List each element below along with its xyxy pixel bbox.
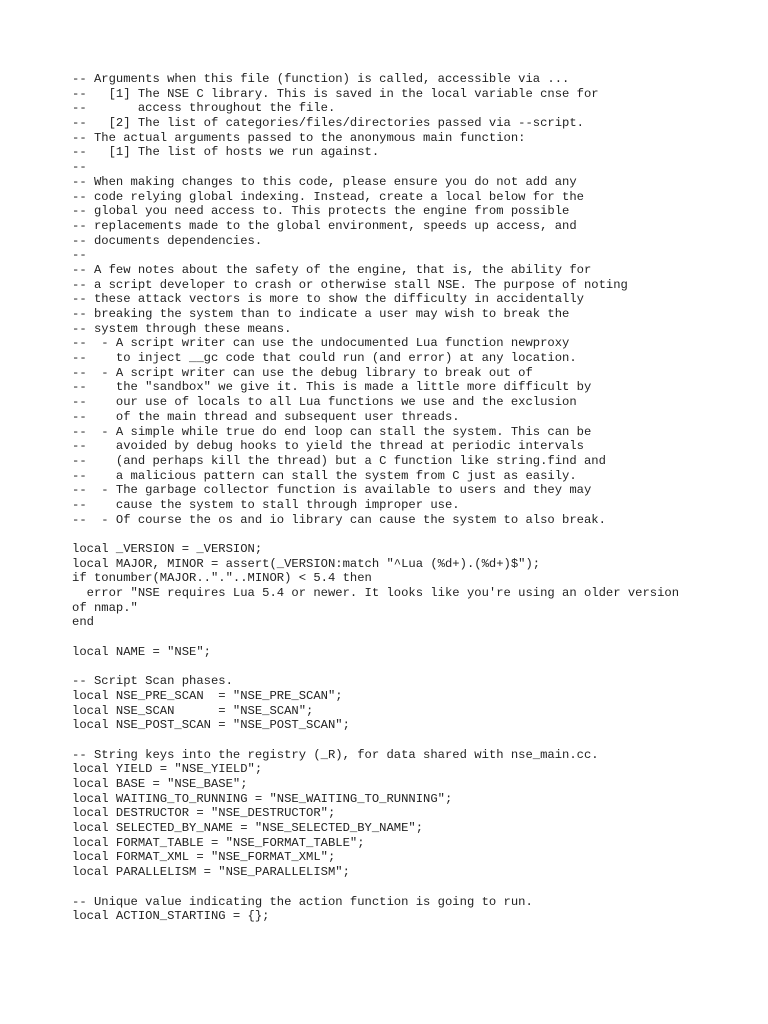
code-line: -- global you need access to. This protects the engine from possible — [72, 204, 570, 219]
code-line: -- the "sandbox" we give it. This is made a little more difficult by — [72, 380, 592, 395]
code-line: -- system through these means. — [72, 321, 292, 336]
code-line: local MAJOR, MINOR = assert(_VERSION:match "^Lua (%d+).(%d+)$"); — [72, 556, 541, 571]
code-line: local DESTRUCTOR = "NSE_DESTRUCTOR"; — [72, 806, 336, 821]
code-line: -- - A script writer can use the debug library to break out of — [72, 365, 533, 380]
code-line: local ACTION_STARTING = {}; — [72, 909, 270, 924]
code-line: local WAITING_TO_RUNNING = "NSE_WAITING_TO_RUNNING"; — [72, 791, 453, 806]
code-line: local NAME = "NSE"; — [72, 644, 211, 659]
code-line — [72, 733, 712, 748]
code-line: -- [1] The NSE C library. This is saved in the local variable cnse for — [72, 86, 599, 101]
code-line: error "NSE requires Lua 5.4 or newer. It looks like you're using an older version — [72, 586, 680, 601]
code-line: local FORMAT_XML = "NSE_FORMAT_XML"; — [72, 850, 336, 865]
code-line — [72, 527, 712, 542]
code-line: -- When making changes to this code, please ensure you do not add any — [72, 174, 577, 189]
code-line: -- breaking the system than to indicate a user may wish to break the — [72, 307, 570, 321]
code-line: local _VERSION = _VERSION; — [72, 542, 263, 556]
code-line: local YIELD = "NSE_YIELD"; — [72, 762, 263, 777]
code-line: -- — [72, 160, 87, 175]
code-line: -- code relying global indexing. Instead, create a local below for the — [72, 189, 584, 204]
code-line: local PARALLELISM = "NSE_PARALLELISM"; — [72, 865, 350, 880]
code-line: -- (and perhaps kill the thread) but a C function like string.find and — [72, 453, 606, 468]
code-line: -- Script Scan phases. — [72, 674, 233, 689]
code-line: end — [72, 615, 94, 630]
code-line: -- access throughout the file. — [72, 101, 336, 116]
code-line: -- — [72, 248, 87, 263]
code-line: -- [1] The list of hosts we run against. — [72, 145, 380, 160]
code-line: -- a script developer to crash or otherwise stall NSE. The purpose of noting — [72, 277, 628, 292]
code-line — [72, 630, 712, 645]
code-line: -- A few notes about the safety of the engine, that is, the ability for — [72, 262, 592, 277]
code-line: local NSE_POST_SCAN = "NSE_POST_SCAN"; — [72, 718, 350, 733]
code-document — [72, 72, 712, 924]
code-line: -- documents dependencies. — [72, 233, 263, 248]
code-line: -- avoided by debug hooks to yield the thread at periodic intervals — [72, 439, 584, 454]
code-line: -- The actual arguments passed to the anonymous main function: — [72, 130, 526, 145]
code-line — [72, 660, 712, 675]
code-line: -- [2] The list of categories/files/directories passed via --script. — [72, 116, 584, 131]
code-line: local NSE_PRE_SCAN = "NSE_PRE_SCAN"; — [72, 688, 343, 703]
code-line: -- Unique value indicating the action function is going to run. — [72, 894, 533, 909]
code-line: -- of the main thread and subsequent user threads. — [72, 409, 460, 424]
code-line: -- - The garbage collector function is available to users and they may — [72, 483, 592, 498]
code-line: -- these attack vectors is more to show the difficulty in accidentally — [72, 292, 584, 307]
code-line: -- a malicious pattern can stall the system from C just as easily. — [72, 468, 577, 483]
code-line: local SELECTED_BY_NAME = "NSE_SELECTED_BY_NAME"; — [72, 821, 424, 836]
code-line: -- Arguments when this file (function) is called, accessible via ... — [72, 72, 570, 86]
code-line: -- String keys into the registry (_R), for data shared with nse_main.cc. — [72, 747, 599, 762]
code-line: -- - A script writer can use the undocumented Lua function newproxy — [72, 336, 570, 351]
code-line: -- - Of course the os and io library can cause the system to also break. — [72, 512, 606, 527]
code-line: local BASE = "NSE_BASE"; — [72, 777, 248, 791]
code-line: local NSE_SCAN = "NSE_SCAN"; — [72, 703, 314, 718]
code-line: of nmap." — [72, 600, 138, 615]
code-line — [72, 880, 712, 895]
code-line: -- - A simple while true do end loop can stall the system. This can be — [72, 424, 592, 439]
code-line: -- our use of locals to all Lua functions we use and the exclusion — [72, 395, 577, 410]
code-line: -- cause the system to stall through improper use. — [72, 497, 460, 512]
code-line: local FORMAT_TABLE = "NSE_FORMAT_TABLE"; — [72, 835, 365, 850]
code-line: -- to inject __gc code that could run (and error) at any location. — [72, 351, 577, 366]
code-line: if tonumber(MAJOR.."."..MINOR) < 5.4 then — [72, 571, 372, 586]
code-line: -- replacements made to the global environment, speeds up access, and — [72, 218, 577, 233]
